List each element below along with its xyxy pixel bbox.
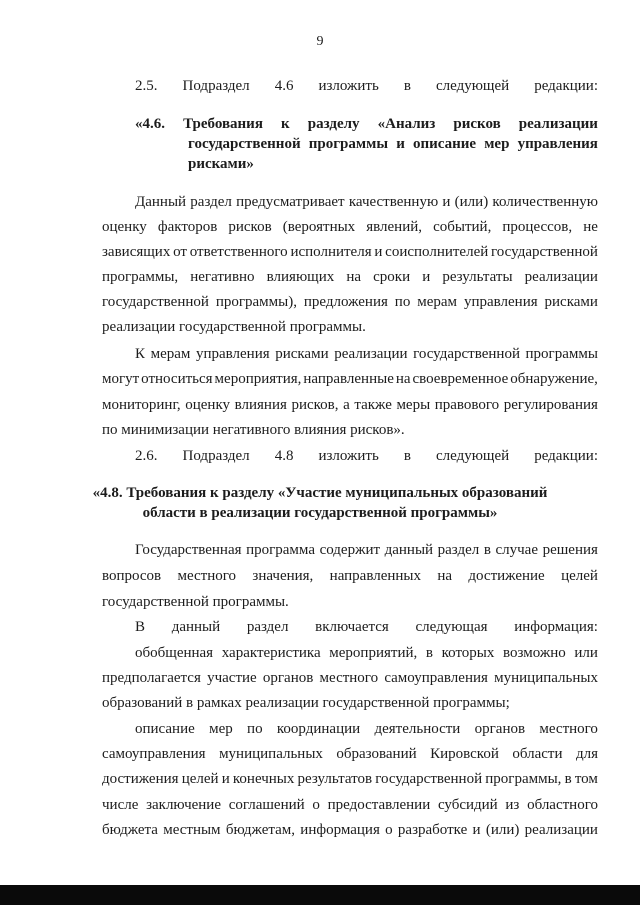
paragraph-line <box>102 567 598 585</box>
word: предполагается <box>102 670 201 686</box>
word: или <box>574 645 598 661</box>
word: числе <box>102 797 139 813</box>
word: реализации <box>524 269 598 285</box>
word: обнаружение, <box>510 371 598 387</box>
word: достижения <box>102 771 179 787</box>
word: мерам <box>150 346 191 362</box>
word: по <box>394 294 411 310</box>
word: 2.5. <box>135 78 158 94</box>
word: следующей <box>435 78 510 94</box>
word: результатов <box>297 771 373 787</box>
word: программа <box>246 542 315 558</box>
word: реализации <box>524 822 598 838</box>
word: о <box>312 797 320 813</box>
heading-word: мер <box>484 136 510 152</box>
word: мониторинг, <box>102 397 181 413</box>
word: на <box>395 371 411 387</box>
word: в <box>564 771 572 787</box>
paragraph-last-line: образований в рамках реализации государственной программы; <box>102 695 510 711</box>
word: включается <box>315 619 389 635</box>
paragraph-first-line <box>135 447 598 465</box>
word: областного <box>527 797 598 813</box>
word: своевременное <box>412 371 509 387</box>
paragraph-first-line <box>135 541 598 559</box>
paragraph-line <box>102 243 598 261</box>
word: регулирования <box>503 397 598 413</box>
word: предложения <box>303 294 388 310</box>
word: заключение <box>146 797 221 813</box>
word: также <box>354 397 392 413</box>
word: обобщенная <box>135 645 214 661</box>
word: в <box>425 645 433 661</box>
word: (или) <box>485 822 520 838</box>
heading-word: рисков <box>453 116 501 132</box>
word: Государственная <box>135 542 242 558</box>
word: муниципальных <box>219 746 323 762</box>
word: характеристика <box>221 645 321 661</box>
word: раздел <box>190 194 232 210</box>
heading-word: и <box>396 136 405 152</box>
word: мер <box>209 721 233 737</box>
word: бюджета <box>102 822 158 838</box>
word: случае <box>495 542 538 558</box>
word: (или) <box>454 194 489 210</box>
word: результаты <box>442 269 513 285</box>
word: и <box>422 269 431 285</box>
word: которых <box>441 645 495 661</box>
word: следующая <box>415 619 488 635</box>
word: негативно <box>190 269 255 285</box>
word: участие <box>207 670 257 686</box>
word: достижение <box>468 568 545 584</box>
word: не <box>583 219 598 235</box>
paragraph-last-line: по минимизации негативного влияния рисков». <box>102 422 405 438</box>
paragraph-first-line <box>135 618 598 636</box>
word: местного <box>177 568 237 584</box>
word: а <box>343 397 350 413</box>
word: зависящих <box>102 244 171 260</box>
word: местным <box>163 822 221 838</box>
word: вопросов <box>102 568 162 584</box>
word: возможно <box>503 645 566 661</box>
word: следующей <box>435 448 510 464</box>
word: влияния <box>234 397 287 413</box>
word: государственной <box>102 294 209 310</box>
word: мероприятий, <box>329 645 418 661</box>
word: данный <box>171 619 221 635</box>
word: деятельности <box>374 721 461 737</box>
word: редакции: <box>534 448 598 464</box>
heading-word: Требования <box>183 116 263 132</box>
word: Подраздел <box>182 78 250 94</box>
word: и <box>472 822 481 838</box>
word: программы <box>525 346 598 362</box>
paragraph-last-line: реализации государственной программы. <box>102 319 366 335</box>
paragraph-line <box>102 821 598 839</box>
word: мероприятия, <box>214 371 302 387</box>
word: конечных <box>232 771 295 787</box>
word: раздел <box>246 619 289 635</box>
word: на <box>437 568 453 584</box>
section-heading-line: области в реализации государственной программы» <box>142 505 498 521</box>
word: влияющих <box>266 269 335 285</box>
word: Данный <box>135 194 187 210</box>
word: соисполнителей <box>385 244 489 260</box>
word: ответственного <box>189 244 288 260</box>
paragraph-first-line <box>135 193 598 211</box>
word: том <box>574 771 598 787</box>
word: В <box>135 619 146 635</box>
word: для <box>575 746 598 762</box>
word: по <box>247 721 263 737</box>
paragraph-line <box>102 770 598 788</box>
heading-word: государственной <box>188 136 301 152</box>
word: на <box>346 269 362 285</box>
scan-edge-bar <box>0 885 640 905</box>
word: 4.6 <box>274 78 294 94</box>
heading-word: реализации <box>518 116 598 132</box>
word: редакции: <box>534 78 598 94</box>
word: местного <box>319 670 379 686</box>
paragraph-line <box>102 370 598 388</box>
word: (вероятных <box>282 219 356 235</box>
word: оценку <box>102 219 147 235</box>
paragraph-first-line <box>135 77 598 95</box>
word: в <box>403 448 411 464</box>
paragraph-line <box>102 293 598 311</box>
word: в <box>483 542 491 558</box>
word: и <box>221 771 230 787</box>
paragraph-last-line: государственной программы. <box>102 594 289 610</box>
word: информация: <box>514 619 598 635</box>
word: программы, <box>485 771 562 787</box>
paragraph-line <box>102 796 598 814</box>
word: государственной <box>413 346 520 362</box>
word: муниципальных <box>494 670 598 686</box>
word: процессов, <box>502 219 573 235</box>
word: бюджетам, <box>225 822 296 838</box>
section-heading-4-8: «4.8. Требования к разделу «Участие муниципальных образований <box>92 485 548 501</box>
word: меры <box>396 397 431 413</box>
heading-word: разделу <box>307 116 360 132</box>
word: и <box>374 244 383 260</box>
word: явлений, <box>366 219 423 235</box>
word: из <box>505 797 520 813</box>
word: соглашений <box>228 797 305 813</box>
word: программы), <box>215 294 297 310</box>
word: области <box>512 746 563 762</box>
heading-word: описание <box>412 136 477 152</box>
heading-word: к <box>281 116 290 132</box>
word: органов <box>262 670 314 686</box>
word: Подраздел <box>182 448 250 464</box>
heading-word: «Анализ <box>377 116 436 132</box>
word: о <box>385 822 393 838</box>
word: могут <box>102 371 140 387</box>
word: государственной <box>491 244 598 260</box>
word: органов <box>474 721 526 737</box>
word: событий, <box>433 219 492 235</box>
page-number: 9 <box>316 34 324 49</box>
word: направленные <box>303 371 394 387</box>
word: координации <box>276 721 361 737</box>
paragraph-first-line <box>135 345 598 363</box>
word: сроки <box>373 269 411 285</box>
word: образований <box>336 746 417 762</box>
word: целей <box>181 771 219 787</box>
heading-word: управления <box>517 136 598 152</box>
heading-word: «4.6. <box>135 116 165 132</box>
word: рисками <box>275 346 329 362</box>
word: качественную <box>348 194 439 210</box>
word: 2.6. <box>135 448 158 464</box>
word: направленных <box>329 568 422 584</box>
word: мерам <box>417 294 458 310</box>
word: К <box>135 346 146 362</box>
word: оценку <box>185 397 231 413</box>
section-heading-line: рисками» <box>188 156 254 172</box>
section-heading-line <box>188 135 598 153</box>
paragraph-line <box>102 669 598 687</box>
word: субсидий <box>437 797 498 813</box>
paragraph-first-line <box>135 720 598 738</box>
word: государственной <box>375 771 483 787</box>
word: реализации <box>334 346 408 362</box>
word: содержит <box>319 542 381 558</box>
section-heading-4-6 <box>135 115 598 133</box>
word: целей <box>561 568 598 584</box>
word: от <box>173 244 187 260</box>
word: 4.8 <box>274 448 294 464</box>
word: изложить <box>318 448 379 464</box>
word: самоуправления <box>384 670 488 686</box>
word: местного <box>539 721 598 737</box>
paragraph-first-line <box>135 644 598 662</box>
paragraph-line <box>102 268 598 286</box>
paragraph-line <box>102 218 598 236</box>
paragraph-line <box>102 745 598 763</box>
word: Кировской <box>430 746 499 762</box>
word: значения, <box>252 568 314 584</box>
heading-word: программы <box>308 136 389 152</box>
word: рисков, <box>291 397 339 413</box>
word: самоуправления <box>102 746 206 762</box>
word: факторов <box>157 219 218 235</box>
paragraph-line <box>102 396 598 414</box>
word: исполнителя <box>290 244 372 260</box>
word: в <box>403 78 411 94</box>
word: управления <box>195 346 270 362</box>
word: правового <box>434 397 500 413</box>
word: раздел <box>437 542 480 558</box>
word: информация <box>300 822 380 838</box>
word: данный <box>384 542 434 558</box>
word: рисков <box>228 219 272 235</box>
word: программы, <box>102 269 179 285</box>
word: относиться <box>141 371 213 387</box>
word: предусматривает <box>236 194 345 210</box>
word: описание <box>135 721 195 737</box>
word: и <box>442 194 451 210</box>
word: рисками <box>544 294 598 310</box>
word: разработке <box>397 822 468 838</box>
word: предоставлении <box>327 797 431 813</box>
word: изложить <box>318 78 379 94</box>
word: решения <box>542 542 598 558</box>
word: количественную <box>492 194 598 210</box>
word: управления <box>463 294 538 310</box>
